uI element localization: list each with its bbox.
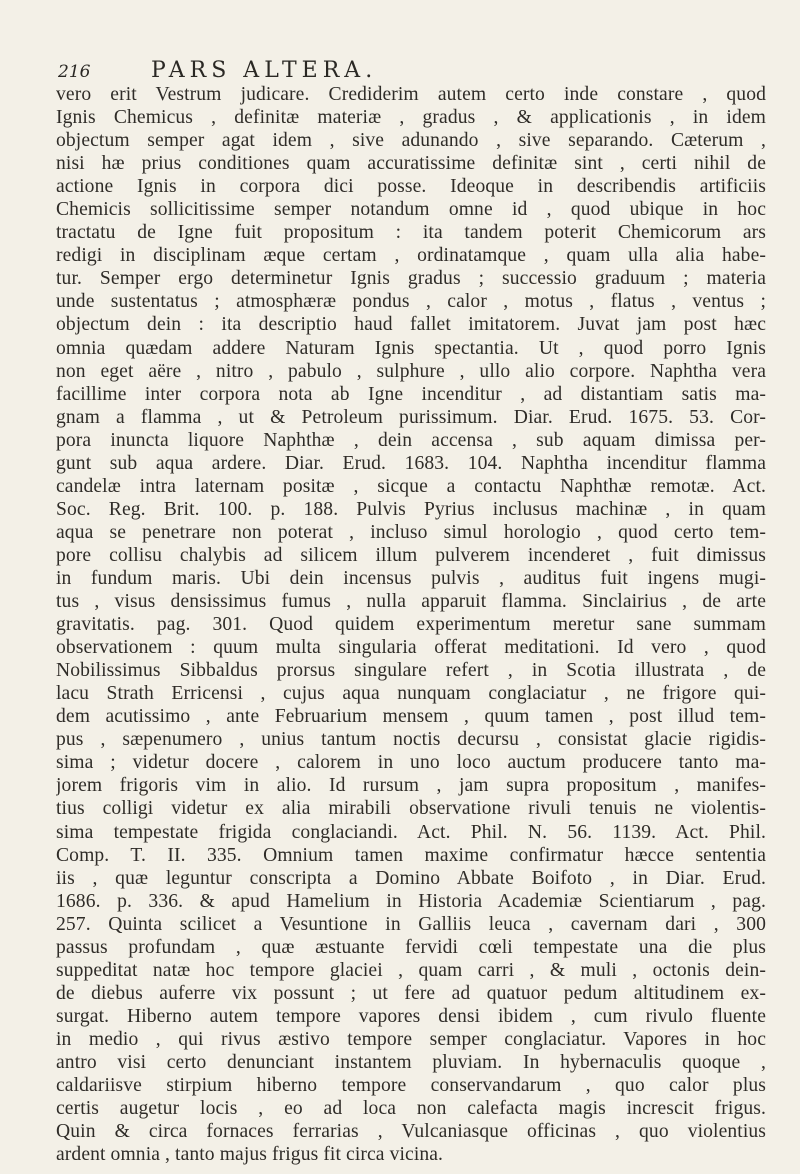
text-line: tius colligi videtur ex alia mirabili observatione rivuli tenuis ne violentis- [56,798,766,820]
text-line: pora inuncta liquore Naphthæ , dein accensa , sub aquam dimissa per- [56,429,766,451]
text-line: antro visi certo denunciant instantem pluviam. In hybernaculis quoque , [56,1051,766,1073]
text-line: de diebus auferre vix possunt ; ut fere ad quatuor pedum altitudinem ex- [56,982,766,1004]
text-line: 1686. p. 336. & apud Hamelium in Historia Academiæ Scientiarum , pag. [56,890,766,912]
text-line: in fundum maris. Ubi dein incensus pulvis , auditus fuit ingens mugi- [56,567,766,589]
text-line: pore collisu chalybis ad silicem illum pulverem incenderet , fuit dimissus [56,544,766,566]
text-line: iis , quæ leguntur conscripta a Domino Abbate Boifoto , in Diar. Erud. [56,867,766,889]
text-line: vero erit Vestrum judicare. Crediderim autem certo inde constare , quod [56,84,766,105]
page-header [58,58,758,82]
text-line: omnia quædam addere Naturam Ignis spectantia. Ut , quod porro Ignis [56,337,766,359]
text-line: passus profundam , quæ æstuante fervidi cœli tempestate una die plus [56,936,766,958]
text-line: sima tempestate frigida conglaciandi. Act. Phil. N. 56. 1139. Act. Phil. [56,821,766,843]
text-line: dem acutissimo , ante Februarium mensem , quum tamen , post illud tem- [56,706,766,728]
text-line: Ignis Chemicus , definitæ materiæ , gradus , & applicationis , in idem [56,107,766,129]
text-line: gunt sub aqua ardere. Diar. Erud. 1683. 104. Naphtha incenditur flamma [56,452,766,474]
text-line: gnam a flamma , ut & Petroleum purissimum. Diar. Erud. 1675. 53. Cor- [56,406,766,428]
running-head: PARS ALTERA. [151,58,378,83]
text-line: aqua se penetrare non poterat , incluso simul horologio , quod certo tem- [56,521,766,543]
text-line: actione Ignis in corpora dici posse. Ideoque in describendis artificiis [56,176,766,198]
text-line: Chemicis sollicitissime semper notandum omne id , quod ubique in hoc [56,199,766,221]
text-line: lacu Strath Erricensi , cujus aqua nunquam conglaciatur , ne frigore qui- [56,683,766,705]
text-line: redigi in disciplinam æque certam , ordinatamque , quam ulla alia habe- [56,245,766,267]
text-line: tractatu de Igne fuit propositum : ita tandem poterit Chemicorum ars [56,222,766,244]
text-line: objectum dein : ita descriptio haud fallet imitatorem. Juvat jam post hæc [56,314,766,336]
text-line: ardent omnia , tanto majus frigus fit circa vicina. [56,1144,444,1166]
text-line: sima ; videtur docere , calorem in uno loco auctum producere tanto ma- [56,752,766,774]
text-line: facillime inter corpora nota ab Igne incenditur , ad distantiam satis ma- [56,383,766,405]
text-line: non eget aëre , nitro , pabulo , sulphure , ullo alio corpore. Naphtha vera [56,360,766,382]
text-line: surgat. Hiberno autem tempore vapores densi ibidem , cum rivulo fluente [56,1005,766,1027]
text-line: suppeditat natæ hoc tempore glaciei , quam carri , & muli , octonis dein- [56,959,766,981]
text-line: 257. Quinta scilicet a Vesuntione in Galliis leuca , cavernam dari , 300 [56,913,766,935]
page-number: 216 [58,62,91,82]
text-line: jorem frigoris vim in alio. Id rursum , jam supra propositum , manifes- [56,775,766,797]
text-line: Quin & circa fornaces ferrarias , Vulcaniasque officinas , quo violentius [56,1121,766,1143]
text-line: in medio , qui rivus æstivo tempore semper conglaciatur. Vapores in hoc [56,1028,766,1050]
text-line: caldariisve stirpium hiberno tempore conservandarum , quo calor plus [56,1075,766,1097]
text-line: tur. Semper ergo determinetur Ignis gradus ; successio graduum ; materia [56,268,766,290]
text-line: Soc. Reg. Brit. 100. p. 188. Pulvis Pyrius inclusus machinæ , in quam [56,498,766,520]
text-line: gravitatis. pag. 301. Quod quidem experimentum meretur sane summam [56,614,766,636]
text-line: Comp. T. II. 335. Omnium tamen maxime confirmatur hæcce sententia [56,844,766,866]
text-line: objectum semper agat idem , sive adunando , sive separando. Cæterum , [56,130,766,152]
text-line: certis augetur locis , eo ad loca non calefacta magis increscit frigus. [56,1098,766,1120]
text-line: pus , sæpenumero , unius tantum noctis decursu , consistat glacie rigidis- [56,729,766,751]
text-line: unde sustentatus ; atmosphæræ pondus , calor , motus , flatus , ventus ; [56,291,766,313]
body-text [56,83,766,1166]
text-line: Nobilissimus Sibbaldus prorsus singulare refert , in Scotia illustrata , de [56,660,766,682]
text-line: tus , visus densissimus fumus , nulla apparuit flamma. Sinclairius , de arte [56,591,766,613]
text-line: candelæ intra laternam positæ , sicque a contactu Naphthæ remotæ. Act. [56,475,766,497]
text-line: nisi hæ prius conditiones quam accuratissime definitæ sint , certi nihil de [56,153,766,175]
text-line: observationem : quum multa singularia offerat meditationi. Id vero , quod [56,637,766,659]
